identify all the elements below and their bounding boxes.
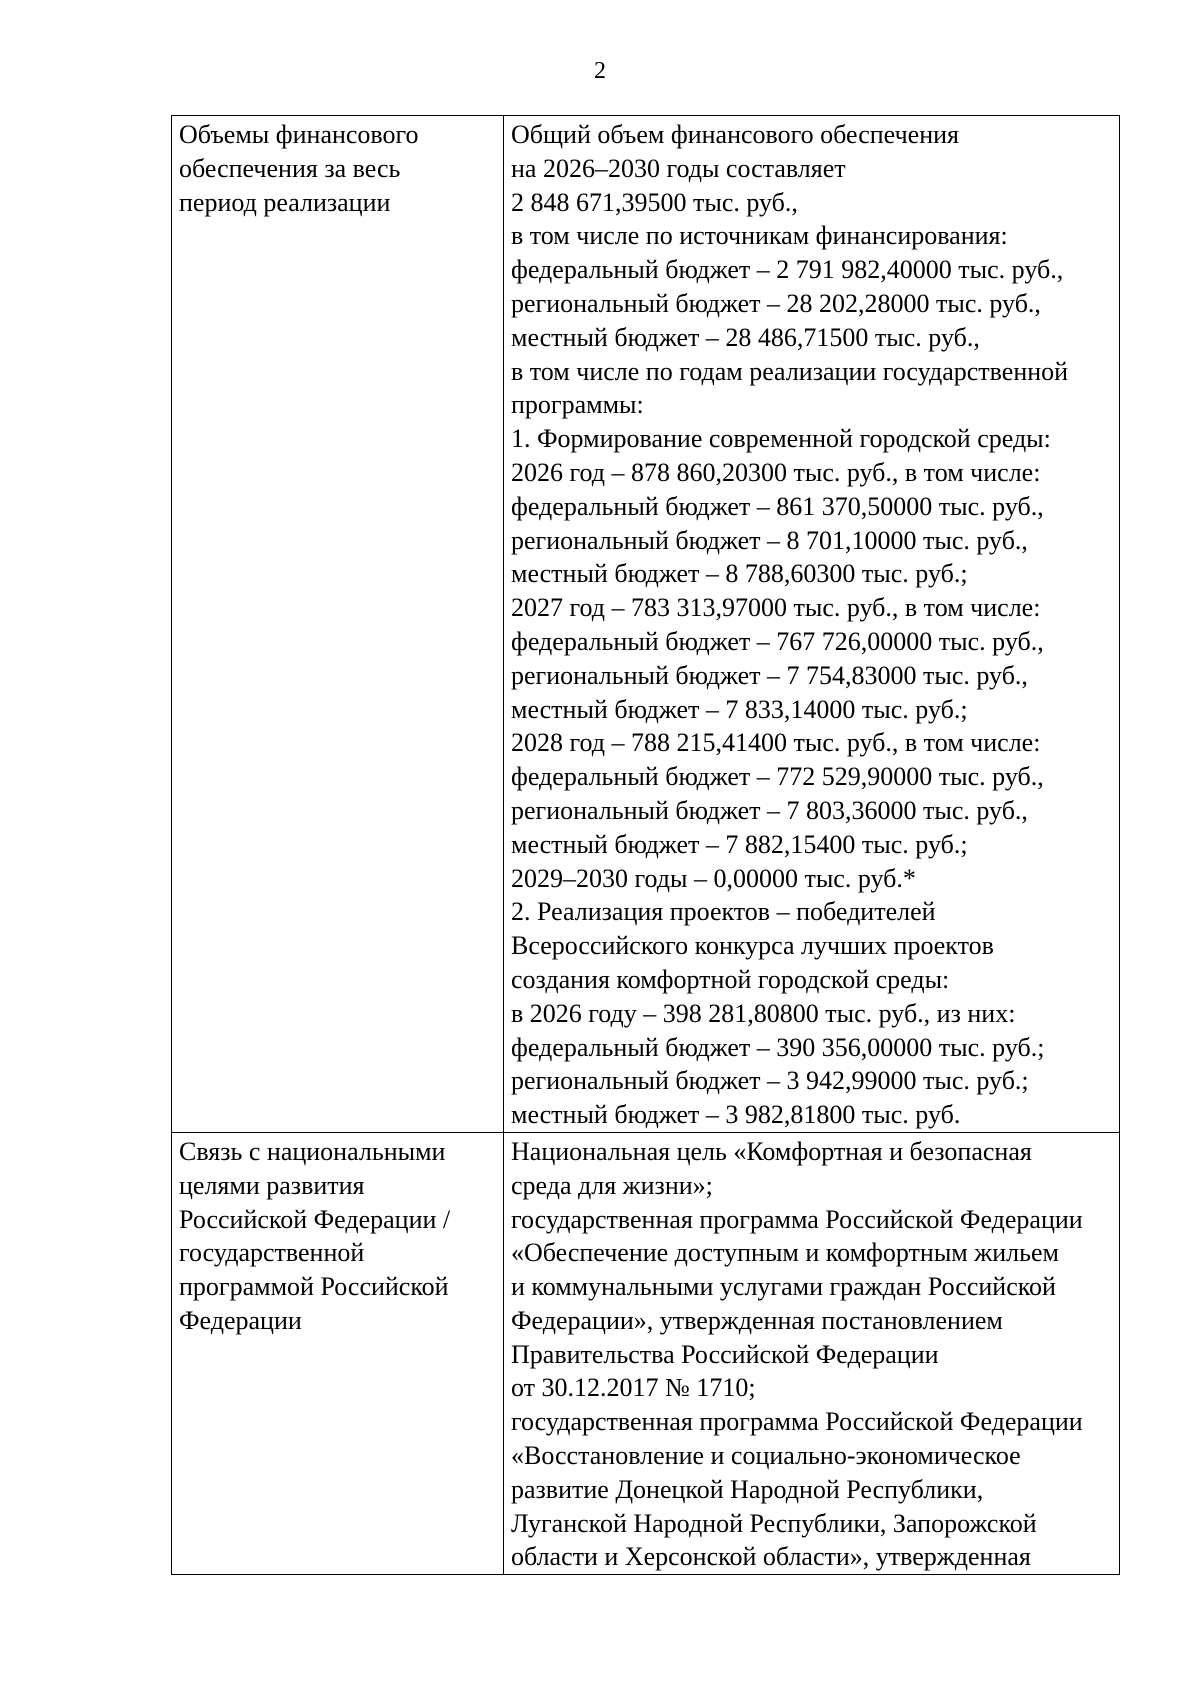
- value-line: местный бюджет – 3 982,81800 тыс. руб.: [511, 1100, 961, 1130]
- value-line: федеральный бюджет – 861 370,50000 тыс. руб.,: [511, 491, 1044, 521]
- label-line: Объемы финансового: [179, 120, 419, 149]
- row-value-national-goals: [504, 1132, 1120, 1574]
- value-line: государственная программа Российской Федерации: [511, 1407, 1083, 1437]
- value-line: программы:: [511, 390, 644, 420]
- page-number: 2: [594, 58, 606, 84]
- value-line: 2 848 671,39500 тыс. руб.,: [511, 187, 798, 217]
- value-line: «Обеспечение доступным и комфортным жильем: [511, 1238, 1059, 1268]
- value-line: 2026 год – 878 860,20300 тыс. руб., в том числе:: [511, 457, 1041, 487]
- value-line: области и Херсонской области», утвержденная: [511, 1542, 1031, 1572]
- value-line: 2. Реализация проектов – победителей: [511, 897, 936, 927]
- value-line: федеральный бюджет – 390 356,00000 тыс. руб.;: [511, 1032, 1045, 1062]
- value-line: и коммунальными услугами граждан Российской: [511, 1272, 1056, 1302]
- value-line: 2029–2030 годы – 0,00000 тыс. руб.*: [511, 863, 916, 893]
- value-line: местный бюджет – 8 788,60300 тыс. руб.;: [511, 559, 968, 589]
- passport-table: [171, 115, 1120, 1575]
- label-line: Связь с национальными: [179, 1136, 446, 1166]
- value-line: государственная программа Российской Федерации: [511, 1204, 1083, 1234]
- value-line: региональный бюджет – 8 701,10000 тыс. руб.,: [511, 525, 1028, 555]
- row-value-financing: [504, 116, 1120, 1133]
- row-label-financing: [172, 116, 504, 1133]
- value-line: 2027 год – 783 313,97000 тыс. руб., в том числе:: [511, 593, 1041, 623]
- value-line: региональный бюджет – 3 942,99000 тыс. руб.;: [511, 1066, 1029, 1096]
- label-line: Федерации: [179, 1305, 302, 1335]
- label-line: период реализации: [179, 187, 391, 217]
- table-row-financing: [172, 116, 1120, 1133]
- label-line: программой Российской: [179, 1272, 449, 1302]
- value-line: Луганской Народной Республики, Запорожской: [511, 1508, 1037, 1538]
- value-line: Национальная цель «Комфортная и безопасная: [511, 1136, 1032, 1166]
- value-line: региональный бюджет – 7 803,36000 тыс. руб.,: [511, 795, 1028, 825]
- value-line: региональный бюджет – 7 754,83000 тыс. руб.,: [511, 660, 1028, 690]
- value-line: Правительства Российской Федерации: [511, 1339, 939, 1369]
- value-line: на 2026–2030 годы составляет: [511, 153, 846, 183]
- value-line: федеральный бюджет – 767 726,00000 тыс. руб.,: [511, 626, 1044, 656]
- value-line: федеральный бюджет – 2 791 982,40000 тыс. руб.,: [511, 255, 1064, 285]
- label-line: целями развития: [179, 1170, 365, 1200]
- value-line: «Восстановление и социально-экономическое: [511, 1441, 1021, 1471]
- label-line: обеспечения за весь: [179, 153, 401, 183]
- value-line: развитие Донецкой Народной Республики,: [511, 1474, 984, 1504]
- value-line: создания комфортной городской среды:: [511, 964, 950, 994]
- label-line: Российской Федерации /: [179, 1204, 451, 1234]
- value-line: среда для жизни»;: [511, 1170, 713, 1200]
- value-line: Федерации», утвержденная постановлением: [511, 1305, 1003, 1335]
- table-row-national-goals: [172, 1132, 1120, 1574]
- value-line: местный бюджет – 7 833,14000 тыс. руб.;: [511, 694, 968, 724]
- value-line: 2028 год – 788 215,41400 тыс. руб., в том числе:: [511, 728, 1041, 758]
- row-label-national-goals: [172, 1132, 504, 1574]
- value-line: в том числе по годам реализации государственной: [511, 356, 1069, 386]
- value-line: федеральный бюджет – 772 529,90000 тыс. руб.,: [511, 762, 1044, 792]
- value-line: Общий объем финансового обеспечения: [511, 120, 959, 149]
- value-line: местный бюджет – 7 882,15400 тыс. руб.;: [511, 829, 968, 859]
- value-line: в 2026 году – 398 281,80800 тыс. руб., из них:: [511, 998, 1016, 1028]
- value-line: Всероссийского конкурса лучших проектов: [511, 931, 994, 961]
- value-line: в том числе по источникам финансирования:: [511, 221, 1008, 251]
- value-line: местный бюджет – 28 486,71500 тыс. руб.,: [511, 322, 980, 352]
- label-line: государственной: [179, 1238, 365, 1268]
- value-line: от 30.12.2017 № 1710;: [511, 1373, 756, 1403]
- value-line: региональный бюджет – 28 202,28000 тыс. руб.,: [511, 288, 1041, 318]
- value-line: 1. Формирование современной городской среды:: [511, 424, 1051, 454]
